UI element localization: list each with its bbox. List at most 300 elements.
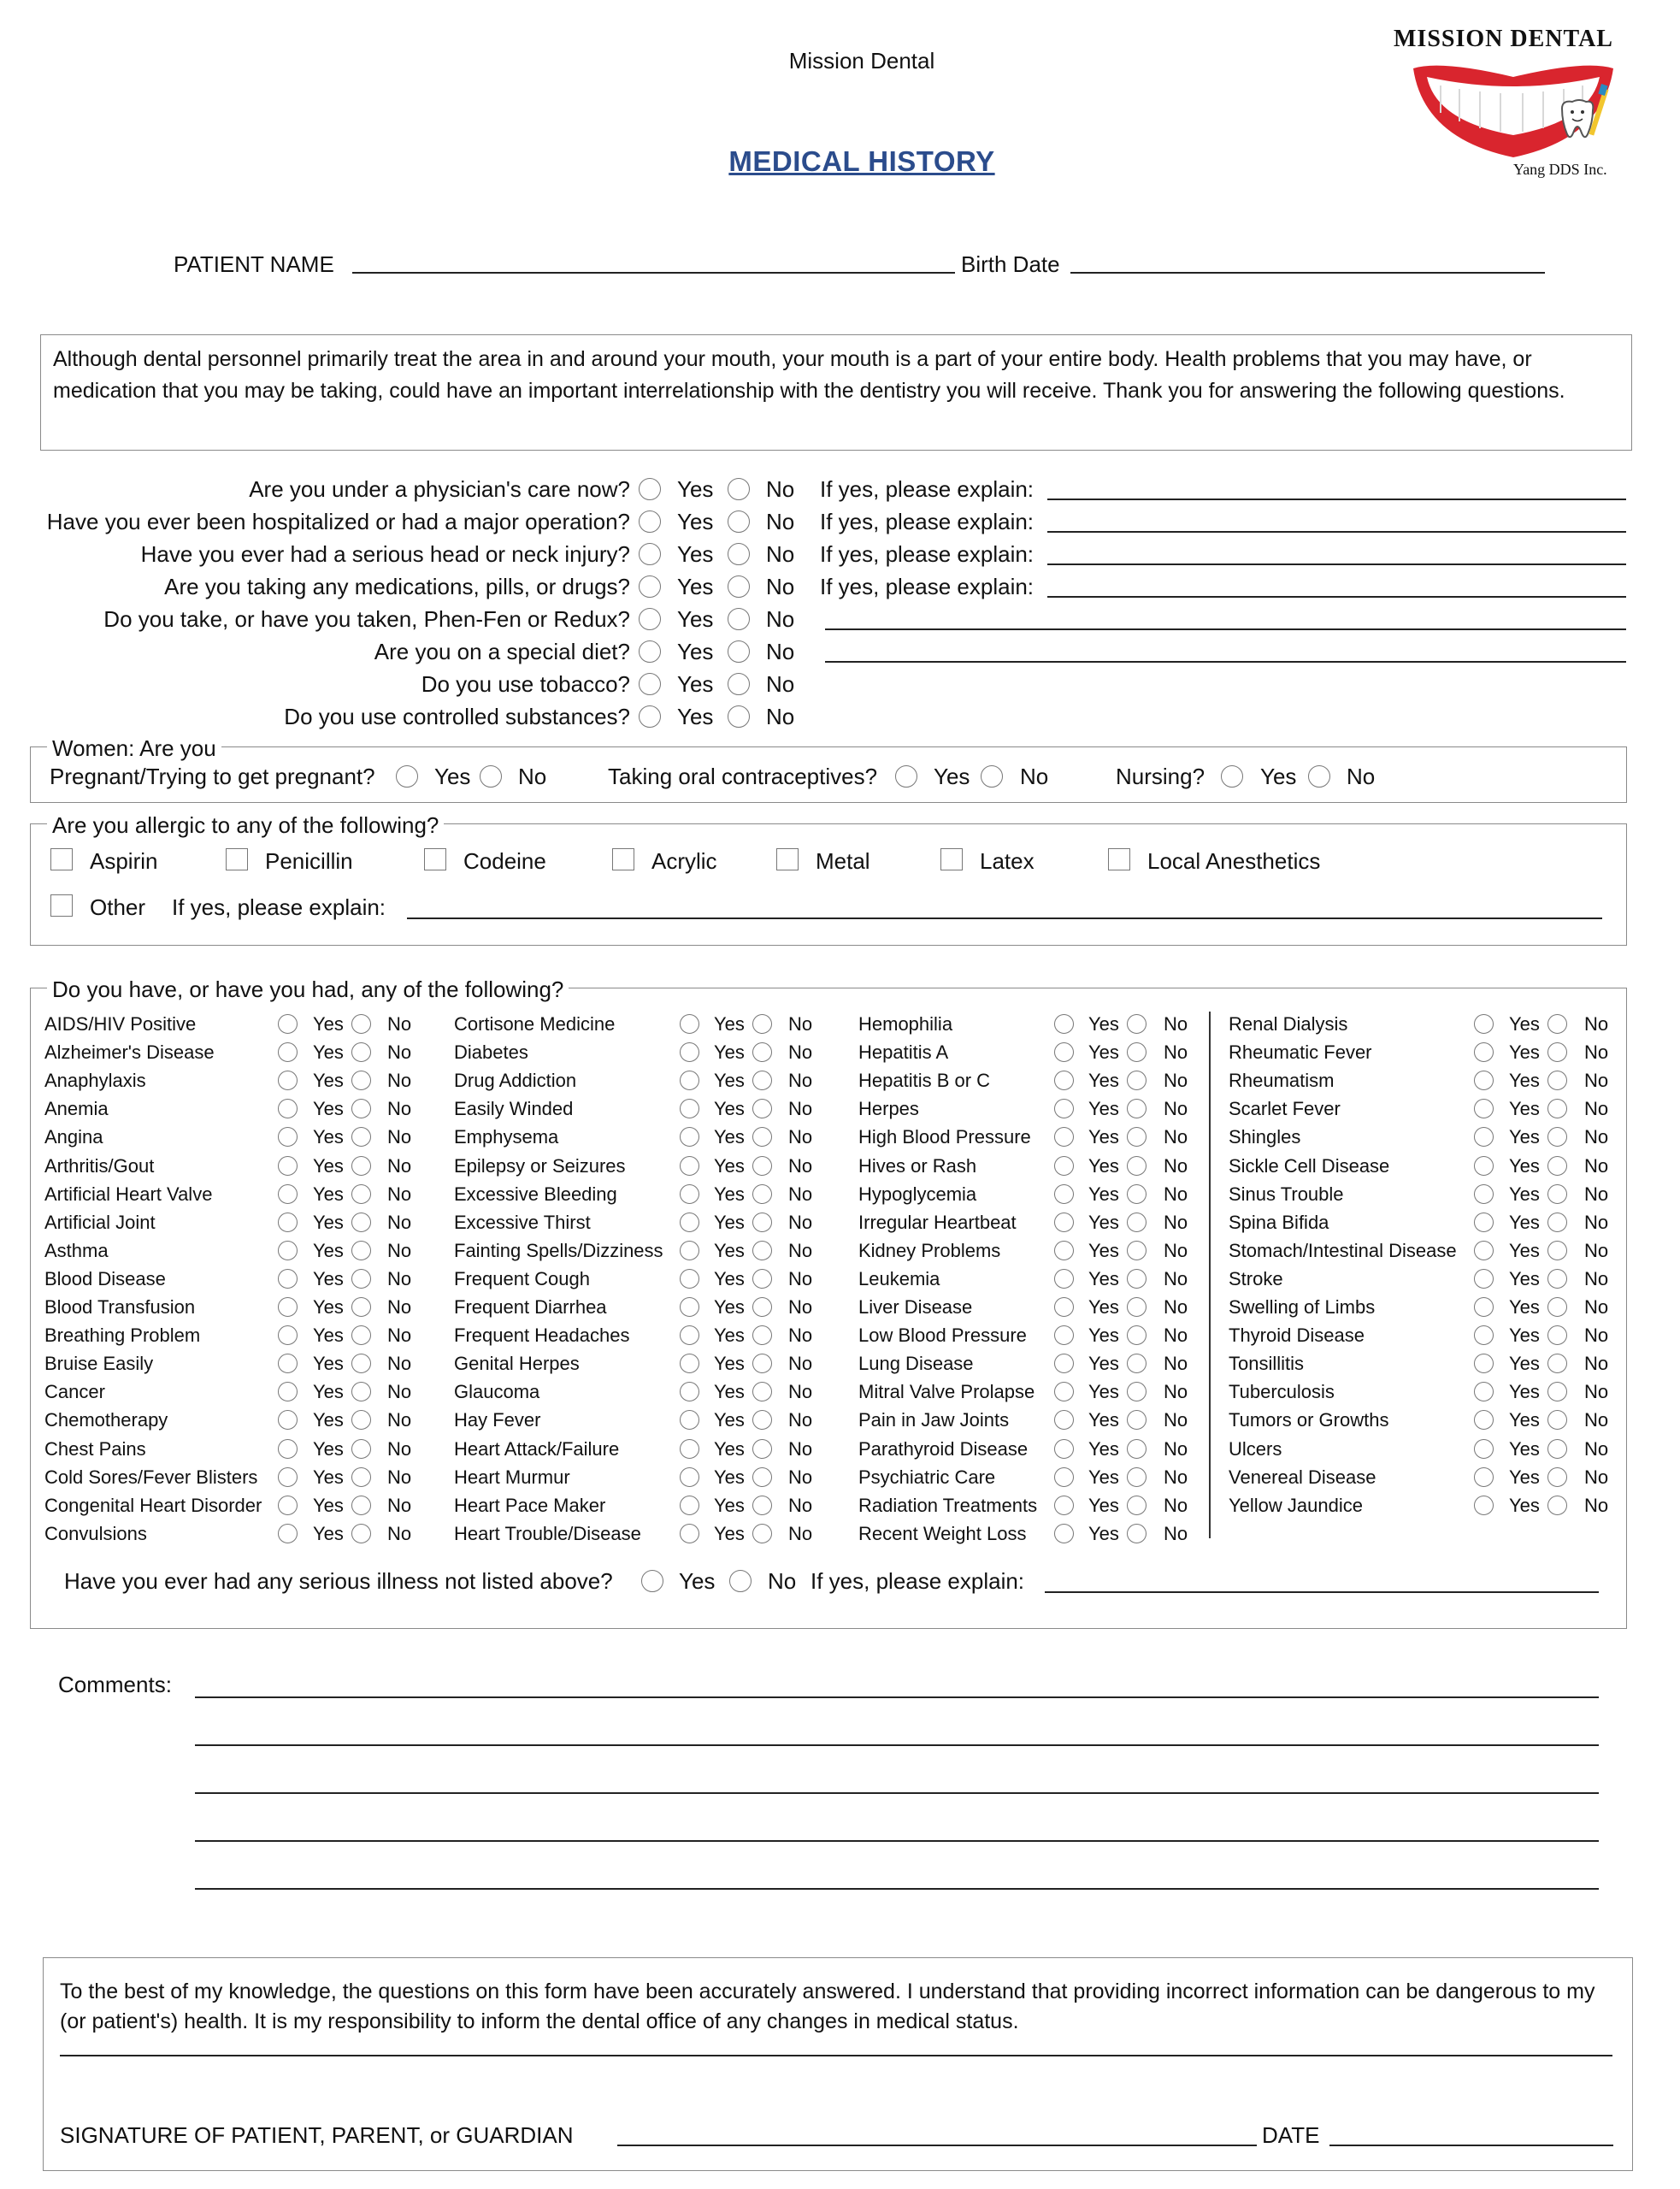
- condition-c3-r5-no-radio[interactable]: [1127, 1127, 1147, 1147]
- condition-c1-r6-yes-radio[interactable]: [278, 1156, 298, 1176]
- condition-c4-r8-no-label: No: [1584, 1212, 1609, 1233]
- question-5-no-radio[interactable]: [728, 608, 750, 630]
- condition-c1-r3-no-radio[interactable]: [351, 1071, 371, 1090]
- condition-c4-r11-yes-radio[interactable]: [1474, 1297, 1494, 1317]
- condition-c3-r12-label: Low Blood Pressure: [858, 1325, 1027, 1346]
- condition-c3-r17-no-radio[interactable]: [1127, 1467, 1147, 1487]
- condition-c1-r7-label: Artificial Heart Valve: [44, 1183, 213, 1205]
- question-3-no-radio[interactable]: [728, 543, 750, 565]
- condition-c3-r9-yes-radio[interactable]: [1054, 1241, 1074, 1260]
- condition-c3-r16-yes-radio[interactable]: [1054, 1439, 1074, 1459]
- condition-c3-r15-yes-label: Yes: [1088, 1409, 1119, 1431]
- condition-c4-r18-no-radio[interactable]: [1547, 1496, 1567, 1515]
- condition-c4-r8-no-radio[interactable]: [1547, 1213, 1567, 1232]
- condition-c4-r10-yes-radio[interactable]: [1474, 1269, 1494, 1289]
- condition-c1-r7-yes-radio[interactable]: [278, 1184, 298, 1204]
- condition-c1-r14-yes-radio[interactable]: [278, 1382, 298, 1401]
- condition-c4-r5-yes-label: Yes: [1509, 1126, 1540, 1148]
- condition-c3-r11-yes-radio[interactable]: [1054, 1297, 1074, 1317]
- condition-c2-r17-no-radio[interactable]: [752, 1467, 772, 1487]
- condition-c4-r15-label: Tumors or Growths: [1229, 1409, 1389, 1431]
- condition-c3-r7-label: Hypoglycemia: [858, 1183, 977, 1205]
- condition-c3-r12-yes-radio[interactable]: [1054, 1325, 1074, 1345]
- condition-c2-r16-no-radio[interactable]: [752, 1439, 772, 1459]
- condition-c3-r16-yes-label: Yes: [1088, 1438, 1119, 1460]
- question-2-no-radio[interactable]: [728, 510, 750, 533]
- condition-c4-r14-no-radio[interactable]: [1547, 1382, 1567, 1401]
- condition-c2-r9-no-radio[interactable]: [752, 1241, 772, 1260]
- question-3-explain-label: If yes, please explain:: [820, 541, 1035, 567]
- condition-c2-r19-no-radio[interactable]: [752, 1524, 772, 1543]
- condition-c2-r5-no-radio[interactable]: [752, 1127, 772, 1147]
- question-1-explain-field[interactable]: [1047, 499, 1626, 500]
- condition-c3-r14-yes-radio[interactable]: [1054, 1382, 1074, 1401]
- question-3-label: Have you ever had a serious head or neck injury?: [140, 541, 630, 567]
- condition-c3-r8-yes-label: Yes: [1088, 1212, 1119, 1233]
- condition-c1-r4-yes-radio[interactable]: [278, 1099, 298, 1118]
- question-3-no-label: No: [766, 541, 795, 567]
- condition-c2-r3-yes-radio[interactable]: [680, 1071, 699, 1090]
- question-3-yes-label: Yes: [677, 541, 714, 567]
- condition-c1-r16-no-label: No: [387, 1438, 412, 1460]
- question-2-no-label: No: [766, 509, 795, 534]
- condition-c1-r19-no-radio[interactable]: [351, 1524, 371, 1543]
- condition-c4-r3-label: Rheumatism: [1229, 1070, 1335, 1091]
- condition-c1-r15-no-label: No: [387, 1409, 412, 1431]
- condition-c3-r7-yes-radio[interactable]: [1054, 1184, 1074, 1204]
- condition-c1-r1-yes-radio[interactable]: [278, 1014, 298, 1034]
- condition-c3-r1-yes-radio[interactable]: [1054, 1014, 1074, 1034]
- condition-c1-r8-no-radio[interactable]: [351, 1213, 371, 1232]
- condition-c2-r16-yes-radio[interactable]: [680, 1439, 699, 1459]
- question-1-no-radio[interactable]: [728, 478, 750, 500]
- condition-c2-r13-label: Genital Herpes: [454, 1353, 580, 1374]
- comments-line-3[interactable]: [195, 1792, 1599, 1794]
- condition-c3-r2-yes-radio[interactable]: [1054, 1042, 1074, 1062]
- condition-c2-r12-no-radio[interactable]: [752, 1325, 772, 1345]
- condition-c1-r6-no-radio[interactable]: [351, 1156, 371, 1176]
- condition-c1-r5-yes-radio[interactable]: [278, 1127, 298, 1147]
- condition-c4-r2-label: Rheumatic Fever: [1229, 1041, 1372, 1063]
- question-6-extra-line[interactable]: [825, 661, 1626, 663]
- condition-c2-r6-yes-radio[interactable]: [680, 1156, 699, 1176]
- condition-c2-r4-no-radio[interactable]: [752, 1099, 772, 1118]
- condition-c1-r18-no-radio[interactable]: [351, 1496, 371, 1515]
- women-q2-yes-label: Yes: [934, 764, 970, 789]
- question-4-label: Are you taking any medications, pills, or drugs?: [164, 574, 630, 599]
- condition-c2-r13-yes-radio[interactable]: [680, 1354, 699, 1373]
- condition-c4-r17-no-radio[interactable]: [1547, 1467, 1567, 1487]
- condition-c3-r19-yes-radio[interactable]: [1054, 1524, 1074, 1543]
- condition-c2-r19-no-label: No: [788, 1523, 813, 1544]
- condition-c3-r13-no-radio[interactable]: [1127, 1354, 1147, 1373]
- condition-c4-r2-no-label: No: [1584, 1041, 1609, 1063]
- condition-c3-r10-no-label: No: [1164, 1268, 1188, 1289]
- condition-c2-r8-yes-radio[interactable]: [680, 1213, 699, 1232]
- condition-c1-r18-yes-radio[interactable]: [278, 1496, 298, 1515]
- women-q1-no-radio[interactable]: [480, 765, 502, 788]
- condition-c4-r4-yes-radio[interactable]: [1474, 1099, 1494, 1118]
- condition-c3-r17-no-label: No: [1164, 1466, 1188, 1488]
- condition-c4-r13-no-radio[interactable]: [1547, 1354, 1567, 1373]
- comments-line-5[interactable]: [195, 1888, 1599, 1890]
- condition-c2-r18-no-radio[interactable]: [752, 1496, 772, 1515]
- condition-c3-r16-no-radio[interactable]: [1127, 1439, 1147, 1459]
- condition-c1-r19-yes-radio[interactable]: [278, 1524, 298, 1543]
- condition-c4-r11-no-radio[interactable]: [1547, 1297, 1567, 1317]
- condition-c4-r6-no-label: No: [1584, 1155, 1609, 1177]
- allergy-codeine-checkbox[interactable]: [424, 848, 446, 870]
- condition-c2-r16-yes-label: Yes: [714, 1438, 745, 1460]
- question-5-yes-radio[interactable]: [639, 608, 661, 630]
- condition-c2-r11-label: Frequent Diarrhea: [454, 1296, 607, 1318]
- patient-name-field[interactable]: [352, 272, 955, 274]
- question-1-yes-radio[interactable]: [639, 478, 661, 500]
- condition-c3-r3-no-radio[interactable]: [1127, 1071, 1147, 1090]
- women-q2-no-radio[interactable]: [981, 765, 1003, 788]
- condition-c4-r17-yes-radio[interactable]: [1474, 1467, 1494, 1487]
- condition-c1-r3-yes-label: Yes: [313, 1070, 344, 1091]
- condition-c3-r18-no-radio[interactable]: [1127, 1496, 1147, 1515]
- condition-c3-r4-no-radio[interactable]: [1127, 1099, 1147, 1118]
- condition-c4-r16-no-radio[interactable]: [1547, 1439, 1567, 1459]
- condition-c2-r15-yes-radio[interactable]: [680, 1410, 699, 1430]
- condition-c3-r18-no-label: No: [1164, 1495, 1188, 1516]
- allergy-penicillin-checkbox[interactable]: [226, 848, 248, 870]
- condition-c3-r8-yes-radio[interactable]: [1054, 1213, 1074, 1232]
- condition-c2-r6-no-radio[interactable]: [752, 1156, 772, 1176]
- condition-c2-r19-yes-radio[interactable]: [680, 1524, 699, 1543]
- question-4-yes-radio[interactable]: [639, 575, 661, 598]
- condition-c3-r12-yes-label: Yes: [1088, 1325, 1119, 1346]
- condition-c3-r2-yes-label: Yes: [1088, 1041, 1119, 1063]
- question-3-explain-field[interactable]: [1047, 563, 1626, 565]
- condition-c3-r1-no-radio[interactable]: [1127, 1014, 1147, 1034]
- condition-c1-r12-yes-radio[interactable]: [278, 1325, 298, 1345]
- condition-c1-r15-no-radio[interactable]: [351, 1410, 371, 1430]
- condition-c2-r12-no-label: No: [788, 1325, 813, 1346]
- condition-c2-r5-yes-radio[interactable]: [680, 1127, 699, 1147]
- condition-c4-r5-yes-radio[interactable]: [1474, 1127, 1494, 1147]
- allergy-latex-label: Latex: [980, 848, 1035, 874]
- condition-c2-r7-no-radio[interactable]: [752, 1184, 772, 1204]
- condition-c2-r14-yes-radio[interactable]: [680, 1382, 699, 1401]
- question-5-label: Do you take, or have you taken, Phen-Fen or Redux?: [103, 606, 630, 632]
- condition-c1-r2-no-radio[interactable]: [351, 1042, 371, 1062]
- condition-c4-r1-no-radio[interactable]: [1547, 1014, 1567, 1034]
- condition-c4-r16-no-label: No: [1584, 1438, 1609, 1460]
- women-q3-no-radio[interactable]: [1308, 765, 1330, 788]
- question-4-explain-field[interactable]: [1047, 596, 1626, 598]
- condition-c2-r2-yes-radio[interactable]: [680, 1042, 699, 1062]
- date-field[interactable]: [1329, 2145, 1613, 2146]
- condition-c4-r10-no-radio[interactable]: [1547, 1269, 1567, 1289]
- women-q2-yes-radio[interactable]: [895, 765, 917, 788]
- condition-c3-r2-no-radio[interactable]: [1127, 1042, 1147, 1062]
- condition-c2-r2-no-label: No: [788, 1041, 813, 1063]
- condition-c4-r14-yes-radio[interactable]: [1474, 1382, 1494, 1401]
- condition-c4-r5-no-radio[interactable]: [1547, 1127, 1567, 1147]
- condition-c2-r5-yes-label: Yes: [714, 1126, 745, 1148]
- birth-date-field[interactable]: [1070, 272, 1545, 274]
- question-8-no-radio[interactable]: [728, 705, 750, 728]
- condition-c3-r7-no-radio[interactable]: [1127, 1184, 1147, 1204]
- question-2-explain-field[interactable]: [1047, 531, 1626, 533]
- condition-c3-r14-label: Mitral Valve Prolapse: [858, 1381, 1035, 1402]
- condition-c3-r12-no-radio[interactable]: [1127, 1325, 1147, 1345]
- condition-c3-r5-label: High Blood Pressure: [858, 1126, 1031, 1148]
- condition-c3-r10-no-radio[interactable]: [1127, 1269, 1147, 1289]
- condition-c2-r8-no-radio[interactable]: [752, 1213, 772, 1232]
- women-q3-yes-radio[interactable]: [1221, 765, 1243, 788]
- condition-c1-r16-yes-radio[interactable]: [278, 1439, 298, 1459]
- condition-c3-r15-yes-radio[interactable]: [1054, 1410, 1074, 1430]
- condition-c2-r4-yes-radio[interactable]: [680, 1099, 699, 1118]
- smile-logo-icon: [1406, 62, 1620, 164]
- condition-c2-r2-label: Diabetes: [454, 1041, 528, 1063]
- condition-c3-r14-no-label: No: [1164, 1381, 1188, 1402]
- condition-c1-r13-yes-label: Yes: [313, 1353, 344, 1374]
- condition-c4-r1-yes-radio[interactable]: [1474, 1014, 1494, 1034]
- condition-c2-r9-label: Fainting Spells/Dizziness: [454, 1240, 663, 1261]
- women-q2-label: Taking oral contraceptives?: [608, 764, 878, 789]
- condition-c1-r8-no-label: No: [387, 1212, 412, 1233]
- comments-line-4[interactable]: [195, 1840, 1599, 1842]
- serious-illness-yes-radio[interactable]: [641, 1570, 663, 1592]
- signature-field[interactable]: [617, 2145, 1257, 2146]
- condition-c1-r17-no-radio[interactable]: [351, 1467, 371, 1487]
- condition-c3-r19-no-radio[interactable]: [1127, 1524, 1147, 1543]
- condition-c1-r15-yes-radio[interactable]: [278, 1410, 298, 1430]
- condition-c4-r13-yes-radio[interactable]: [1474, 1354, 1494, 1373]
- condition-c3-r15-no-radio[interactable]: [1127, 1410, 1147, 1430]
- serious-illness-yes-label: Yes: [679, 1568, 716, 1594]
- condition-c3-r17-yes-label: Yes: [1088, 1466, 1119, 1488]
- condition-c1-r16-no-radio[interactable]: [351, 1439, 371, 1459]
- condition-c3-r3-yes-radio[interactable]: [1054, 1071, 1074, 1090]
- condition-c3-r5-no-label: No: [1164, 1126, 1188, 1148]
- condition-c4-r15-yes-radio[interactable]: [1474, 1410, 1494, 1430]
- condition-c2-r18-no-label: No: [788, 1495, 813, 1516]
- condition-c1-r15-yes-label: Yes: [313, 1409, 344, 1431]
- condition-c1-r11-no-radio[interactable]: [351, 1297, 371, 1317]
- condition-c2-r17-yes-radio[interactable]: [680, 1467, 699, 1487]
- condition-c2-r18-yes-radio[interactable]: [680, 1496, 699, 1515]
- condition-c4-r18-yes-radio[interactable]: [1474, 1496, 1494, 1515]
- condition-c4-r6-no-radio[interactable]: [1547, 1156, 1567, 1176]
- condition-c1-r2-yes-radio[interactable]: [278, 1042, 298, 1062]
- serious-illness-no-radio[interactable]: [729, 1570, 752, 1592]
- allergy-legend: Are you allergic to any of the following?: [47, 812, 444, 839]
- condition-c2-r4-yes-label: Yes: [714, 1098, 745, 1119]
- condition-c3-r9-label: Kidney Problems: [858, 1240, 1001, 1261]
- date-label: DATE: [1262, 2122, 1320, 2148]
- condition-c1-r13-no-radio[interactable]: [351, 1354, 371, 1373]
- condition-c3-r4-yes-radio[interactable]: [1054, 1099, 1074, 1118]
- serious-illness-explain-field[interactable]: [1045, 1591, 1599, 1593]
- condition-c1-r11-yes-radio[interactable]: [278, 1297, 298, 1317]
- condition-c4-r12-yes-radio[interactable]: [1474, 1325, 1494, 1345]
- allergy-explain-label: If yes, please explain:: [172, 894, 386, 920]
- allergy-local-anesthetics-checkbox[interactable]: [1108, 848, 1130, 870]
- condition-c4-r10-yes-label: Yes: [1509, 1268, 1540, 1289]
- question-4-no-radio[interactable]: [728, 575, 750, 598]
- condition-c2-r15-label: Hay Fever: [454, 1409, 541, 1431]
- condition-c3-r8-no-radio[interactable]: [1127, 1213, 1147, 1232]
- condition-c2-r15-yes-label: Yes: [714, 1409, 745, 1431]
- question-4-explain-label: If yes, please explain:: [820, 574, 1035, 599]
- condition-c4-r7-yes-radio[interactable]: [1474, 1184, 1494, 1204]
- comments-line-2[interactable]: [195, 1744, 1599, 1746]
- condition-c3-r11-no-radio[interactable]: [1127, 1297, 1147, 1317]
- allergy-aspirin-checkbox[interactable]: [50, 848, 73, 870]
- question-3-yes-radio[interactable]: [639, 543, 661, 565]
- condition-c1-r19-no-label: No: [387, 1523, 412, 1544]
- comments-label: Comments:: [58, 1672, 172, 1697]
- question-6-yes-radio[interactable]: [639, 640, 661, 663]
- condition-c1-r8-yes-label: Yes: [313, 1212, 344, 1233]
- statement-underline: [60, 2055, 1612, 2056]
- condition-c4-r6-yes-radio[interactable]: [1474, 1156, 1494, 1176]
- condition-c4-r12-no-radio[interactable]: [1547, 1325, 1567, 1345]
- condition-c2-r12-yes-label: Yes: [714, 1325, 745, 1346]
- women-q1-yes-radio[interactable]: [396, 765, 418, 788]
- condition-c2-r15-no-radio[interactable]: [752, 1410, 772, 1430]
- condition-c3-r6-no-radio[interactable]: [1127, 1156, 1147, 1176]
- condition-c1-r1-yes-label: Yes: [313, 1013, 344, 1035]
- serious-illness-question: Have you ever had any serious illness not listed above?: [64, 1568, 613, 1594]
- question-8-yes-radio[interactable]: [639, 705, 661, 728]
- condition-c3-r14-no-radio[interactable]: [1127, 1382, 1147, 1401]
- women-q1-no-label: No: [518, 764, 547, 789]
- condition-c1-r2-yes-label: Yes: [313, 1041, 344, 1063]
- condition-c2-r11-yes-radio[interactable]: [680, 1297, 699, 1317]
- condition-c1-r12-no-radio[interactable]: [351, 1325, 371, 1345]
- condition-c4-r16-yes-radio[interactable]: [1474, 1439, 1494, 1459]
- condition-c1-r13-yes-radio[interactable]: [278, 1354, 298, 1373]
- condition-c3-r5-yes-radio[interactable]: [1054, 1127, 1074, 1147]
- condition-c3-r3-label: Hepatitis B or C: [858, 1070, 991, 1091]
- condition-c4-r3-no-radio[interactable]: [1547, 1071, 1567, 1090]
- condition-c4-r15-no-radio[interactable]: [1547, 1410, 1567, 1430]
- condition-c1-r10-yes-label: Yes: [313, 1268, 344, 1289]
- condition-c4-r2-no-radio[interactable]: [1547, 1042, 1567, 1062]
- allergy-metal-checkbox[interactable]: [776, 848, 799, 870]
- condition-c2-r3-no-radio[interactable]: [752, 1071, 772, 1090]
- condition-c4-r4-no-radio[interactable]: [1547, 1099, 1567, 1118]
- condition-c1-r7-no-label: No: [387, 1183, 412, 1205]
- allergy-explain-field[interactable]: [407, 917, 1602, 919]
- condition-c1-r10-yes-radio[interactable]: [278, 1269, 298, 1289]
- condition-c3-r13-no-label: No: [1164, 1353, 1188, 1374]
- condition-c2-r7-yes-radio[interactable]: [680, 1184, 699, 1204]
- condition-c4-r5-no-label: No: [1584, 1126, 1609, 1148]
- condition-c1-r9-yes-radio[interactable]: [278, 1241, 298, 1260]
- condition-c3-r17-yes-radio[interactable]: [1054, 1467, 1074, 1487]
- condition-c2-r9-yes-radio[interactable]: [680, 1241, 699, 1260]
- question-7-yes-radio[interactable]: [639, 673, 661, 695]
- question-2-yes-radio[interactable]: [639, 510, 661, 533]
- condition-c2-r1-yes-radio[interactable]: [680, 1014, 699, 1034]
- condition-c2-r12-yes-radio[interactable]: [680, 1325, 699, 1345]
- condition-c2-r14-no-label: No: [788, 1381, 813, 1402]
- condition-c2-r1-no-radio[interactable]: [752, 1014, 772, 1034]
- condition-c3-r18-yes-radio[interactable]: [1054, 1496, 1074, 1515]
- condition-c2-r2-no-radio[interactable]: [752, 1042, 772, 1062]
- allergy-latex-checkbox[interactable]: [940, 848, 963, 870]
- condition-c4-r8-yes-radio[interactable]: [1474, 1213, 1494, 1232]
- condition-c4-r15-no-label: No: [1584, 1409, 1609, 1431]
- condition-c2-r10-no-radio[interactable]: [752, 1269, 772, 1289]
- allergy-acrylic-checkbox[interactable]: [612, 848, 634, 870]
- condition-c1-r1-no-label: No: [387, 1013, 412, 1035]
- question-5-extra-line[interactable]: [825, 628, 1626, 630]
- condition-c3-r10-yes-label: Yes: [1088, 1268, 1119, 1289]
- condition-c1-r3-no-label: No: [387, 1070, 412, 1091]
- condition-c1-r14-no-radio[interactable]: [351, 1382, 371, 1401]
- question-7-no-label: No: [766, 671, 795, 697]
- condition-c1-r17-yes-radio[interactable]: [278, 1467, 298, 1487]
- question-6-no-radio[interactable]: [728, 640, 750, 663]
- condition-c1-r1-no-radio[interactable]: [351, 1014, 371, 1034]
- condition-c2-r19-label: Heart Trouble/Disease: [454, 1523, 641, 1544]
- condition-c1-r12-label: Breathing Problem: [44, 1325, 201, 1346]
- condition-c3-r7-yes-label: Yes: [1088, 1183, 1119, 1205]
- condition-c1-r10-no-radio[interactable]: [351, 1269, 371, 1289]
- condition-c2-r14-no-radio[interactable]: [752, 1382, 772, 1401]
- condition-c2-r16-label: Heart Attack/Failure: [454, 1438, 620, 1460]
- condition-c4-r9-no-radio[interactable]: [1547, 1241, 1567, 1260]
- condition-c4-r7-no-radio[interactable]: [1547, 1184, 1567, 1204]
- condition-c4-r11-label: Swelling of Limbs: [1229, 1296, 1376, 1318]
- condition-c1-r9-no-radio[interactable]: [351, 1241, 371, 1260]
- condition-c1-r4-label: Anemia: [44, 1098, 109, 1119]
- condition-c2-r13-no-label: No: [788, 1353, 813, 1374]
- condition-c4-r12-label: Thyroid Disease: [1229, 1325, 1365, 1346]
- condition-c2-r13-no-radio[interactable]: [752, 1354, 772, 1373]
- condition-c1-r3-yes-radio[interactable]: [278, 1071, 298, 1090]
- condition-c2-r18-yes-label: Yes: [714, 1495, 745, 1516]
- question-6-label: Are you on a special diet?: [374, 639, 630, 664]
- allergy-acrylic-label: Acrylic: [651, 848, 717, 874]
- serious-illness-explain-label: If yes, please explain:: [811, 1568, 1025, 1594]
- condition-c4-r9-yes-radio[interactable]: [1474, 1241, 1494, 1260]
- condition-c1-r16-label: Chest Pains: [44, 1438, 146, 1460]
- condition-c1-r5-no-radio[interactable]: [351, 1127, 371, 1147]
- condition-c3-r13-yes-radio[interactable]: [1054, 1354, 1074, 1373]
- condition-c1-r17-no-label: No: [387, 1466, 412, 1488]
- question-7-no-radio[interactable]: [728, 673, 750, 695]
- condition-c1-r7-no-radio[interactable]: [351, 1184, 371, 1204]
- condition-c1-r4-no-radio[interactable]: [351, 1099, 371, 1118]
- condition-c1-r9-no-label: No: [387, 1240, 412, 1261]
- condition-c3-r10-yes-radio[interactable]: [1054, 1269, 1074, 1289]
- comments-line-1[interactable]: [195, 1696, 1599, 1698]
- condition-c1-r13-label: Bruise Easily: [44, 1353, 154, 1374]
- condition-c2-r11-no-radio[interactable]: [752, 1297, 772, 1317]
- condition-c2-r10-yes-radio[interactable]: [680, 1269, 699, 1289]
- condition-c1-r14-label: Cancer: [44, 1381, 105, 1402]
- allergy-other-checkbox[interactable]: [50, 894, 73, 917]
- condition-c4-r3-yes-radio[interactable]: [1474, 1071, 1494, 1090]
- question-5-no-label: No: [766, 606, 795, 632]
- condition-c3-r9-no-radio[interactable]: [1127, 1241, 1147, 1260]
- condition-c4-r2-yes-radio[interactable]: [1474, 1042, 1494, 1062]
- condition-c3-r8-label: Irregular Heartbeat: [858, 1212, 1017, 1233]
- condition-c1-r8-yes-radio[interactable]: [278, 1213, 298, 1232]
- condition-c1-r11-label: Blood Transfusion: [44, 1296, 196, 1318]
- condition-c3-r6-yes-radio[interactable]: [1054, 1156, 1074, 1176]
